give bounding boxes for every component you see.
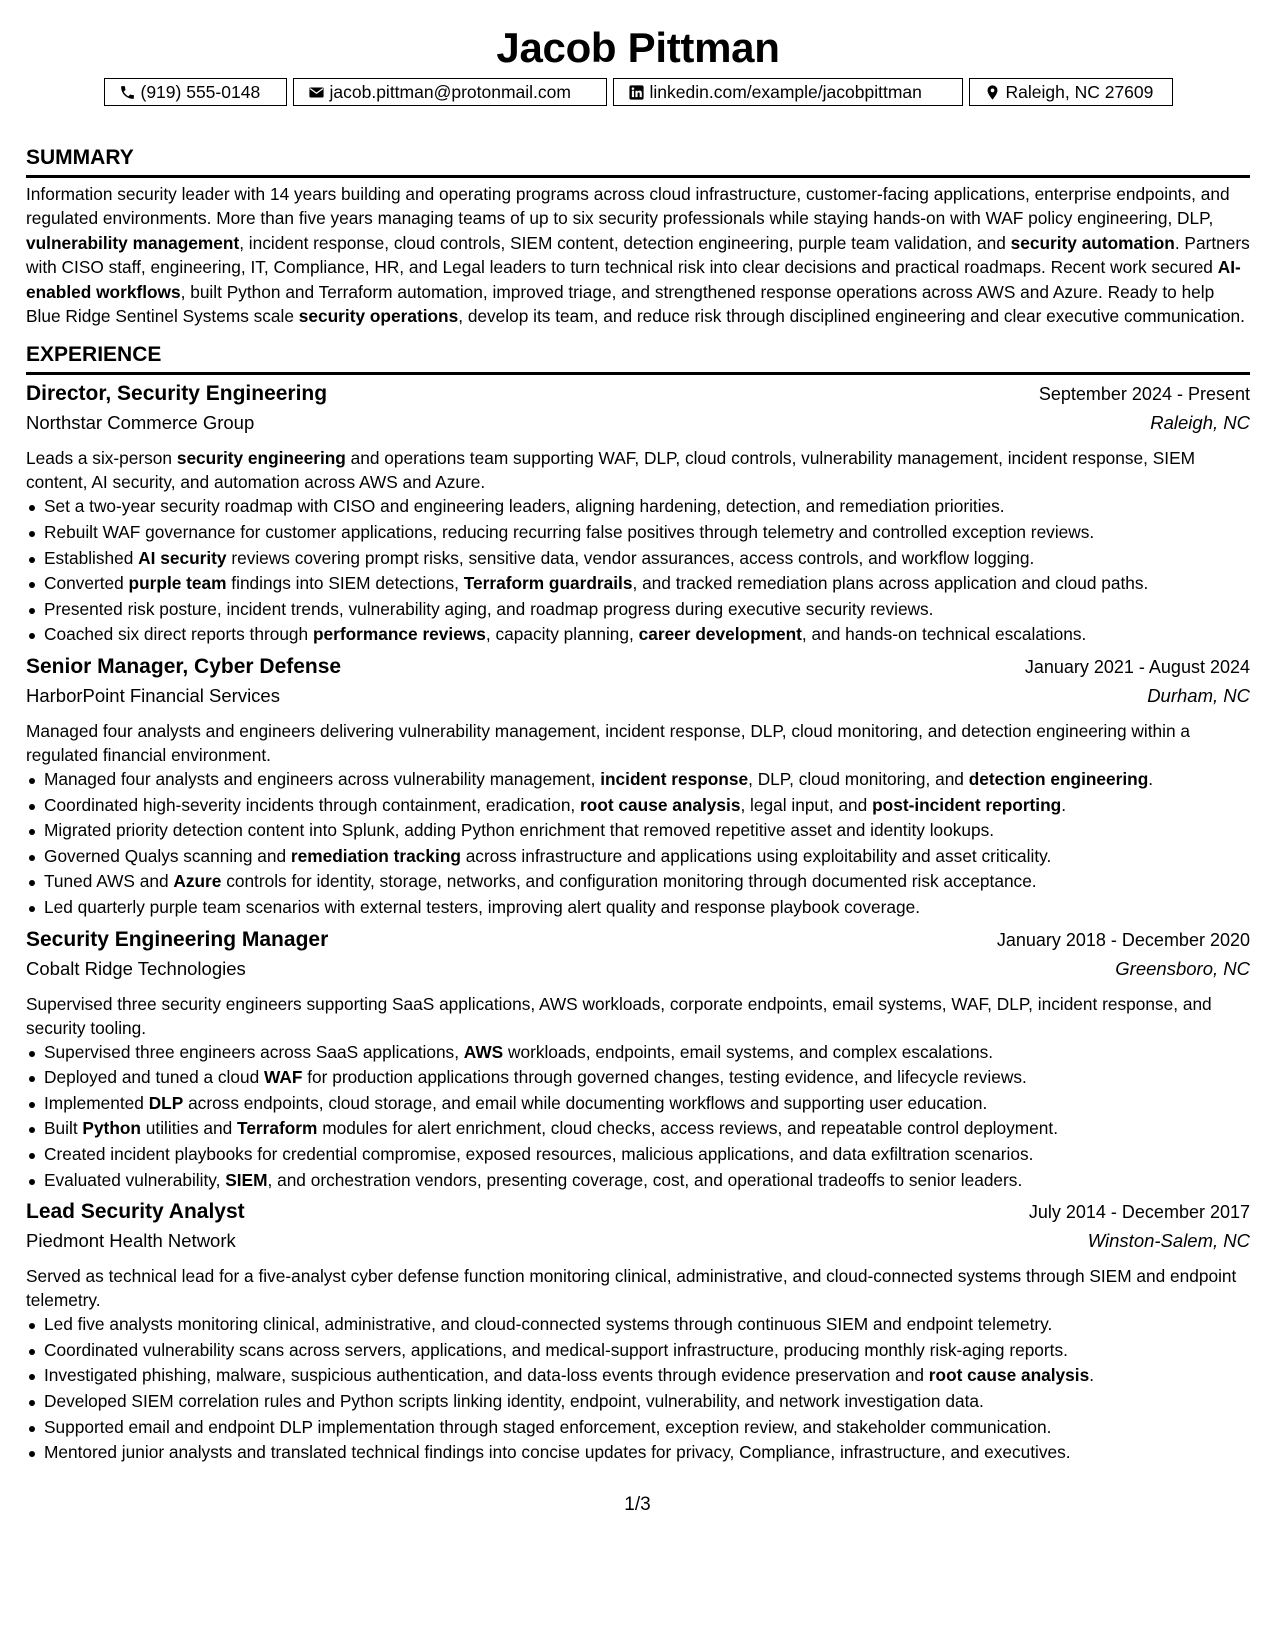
job-list xyxy=(26,382,1250,1465)
bullet-item: Created incident playbooks for credential compromise, exposed resources, malicious applications, and data exfiltration scenarios. xyxy=(26,1142,1250,1168)
experience-section xyxy=(26,341,1250,1465)
bold-keyword: security automation xyxy=(1010,232,1175,253)
contact-location-text: Raleigh, NC 27609 xyxy=(1005,82,1154,102)
bullet-item: Mentored junior analysts and translated technical findings into concise updates for privacy, Compliance, infrastructure, and executives. xyxy=(26,1440,1250,1466)
contact-email-text: jacob.pittman@protonmail.com xyxy=(329,82,571,102)
bullet-list xyxy=(26,767,1250,921)
bold-keyword: root cause analysis xyxy=(580,794,741,815)
bullet-item: Deployed and tuned a cloud WAF for production applications through governed changes, testing evidence, and lifecycle reviews. xyxy=(26,1065,1250,1091)
bold-keyword: performance reviews xyxy=(312,624,486,645)
job-location: Raleigh, NC xyxy=(1150,412,1250,434)
bold-keyword: vulnerability management xyxy=(26,232,240,253)
job-subheader xyxy=(26,412,1250,442)
job-entry xyxy=(26,382,1250,648)
contact-bar xyxy=(26,78,1250,106)
bullet-item: Supervised three engineers across SaaS applications, AWS workloads, endpoints, email systems, and complex escalations. xyxy=(26,1040,1250,1066)
bold-keyword: remediation tracking xyxy=(290,845,461,866)
bullet-list xyxy=(26,494,1250,648)
bold-keyword: detection engineering xyxy=(968,769,1149,789)
job-description: Served as technical lead for a five-analyst cyber defense function monitoring clinical, administrative, and cloud-connected systems through SIEM and endpoint telemetry. xyxy=(26,1266,1237,1311)
job-entry xyxy=(26,655,1250,921)
job-header xyxy=(26,382,1250,412)
bold-keyword: security engineering xyxy=(176,448,346,469)
bullet-item: Governed Qualys scanning and remediation tracking across infrastructure and applications using exploitability and asset criticality. xyxy=(26,844,1250,870)
bold-keyword: DLP xyxy=(148,1092,184,1113)
bold-keyword: purple team xyxy=(128,573,227,594)
job-title: Director, Security Engineering xyxy=(26,382,328,406)
linkedin-icon xyxy=(628,83,646,101)
job-description: Managed four analysts and engineers delivering vulnerability management, incident response, DLP, cloud monitoring, and detection engineering within a regulated financial environment. xyxy=(26,721,1191,765)
bold-keyword: AI-enabled workflows xyxy=(26,257,1241,302)
summary-section xyxy=(26,144,1250,328)
bold-keyword: incident response xyxy=(600,769,749,789)
bold-keyword: root cause analysis xyxy=(928,1365,1090,1386)
bullet-item: Managed four analysts and engineers across vulnerability management, incident response, DLP, cloud monitoring, and detection engineering. xyxy=(26,767,1250,793)
bold-keyword: Terraform xyxy=(237,1118,318,1139)
company-name: Cobalt Ridge Technologies xyxy=(26,957,246,979)
bullet-item: Led five analysts monitoring clinical, administrative, and cloud-connected systems through continuous SIEM and endpoint telemetry. xyxy=(26,1312,1250,1338)
job-subheader xyxy=(26,1230,1250,1260)
bullet-item: Led quarterly purple team scenarios with external testers, improving alert quality and response playbook coverage. xyxy=(26,895,1250,921)
bold-keyword: Azure xyxy=(173,871,222,892)
summary-text: Information security leader with 14 years building and operating programs across cloud infrastructure, customer-facing applications, enterprise endpoints, and regulated environments. More than five years managing teams of up to six security professionals while staying hands-on with WAF policy engineering, DLP, vulnerability management, incident response, cloud controls, SIEM content, detection engineering, purple team validation, and security automation. Partners with CISO staff, engineering, IT, Compliance, HR, and Legal leaders to turn technical risk into clear decisions and practical roadmaps. Recent work secured AI-enabled workflows, built Python and Terraform automation, improved triage, and strengthened response operations across AWS and Azure. Ready to help Blue Ridge Sentinel Systems scale security operations, develop its team, and reduce risk through disciplined engineering and clear executive communication. xyxy=(26,184,1250,327)
phone-icon xyxy=(119,83,137,101)
job-entry xyxy=(26,928,1250,1194)
job-description: Supervised three security engineers supporting SaaS applications, AWS workloads, corporate endpoints, email systems, WAF, DLP, incident response, and security tooling. xyxy=(26,993,1212,1038)
job-header xyxy=(26,655,1250,685)
contact-email[interactable] xyxy=(293,78,607,106)
bullet-list xyxy=(26,1312,1250,1466)
bullet-item: Established AI security reviews covering prompt risks, sensitive data, vendor assurances, access controls, and workflow logging. xyxy=(26,546,1250,572)
bullet-item: Tuned AWS and Azure controls for identity, storage, networks, and configuration monitoring through documented risk acceptance. xyxy=(26,869,1250,895)
job-dates: July 2014 - December 2017 xyxy=(1028,1202,1250,1223)
bullet-item: Set a two-year security roadmap with CISO and engineering leaders, aligning hardening, detection, and remediation priorities. xyxy=(26,494,1250,520)
bullet-item: Migrated priority detection content into Splunk, adding Python enrichment that removed repetitive asset and identity lookups. xyxy=(26,818,1250,844)
bullet-item: Supported email and endpoint DLP implementation through staged enforcement, exception review, and stakeholder communication. xyxy=(26,1415,1250,1441)
bold-keyword: career development xyxy=(638,624,802,645)
bullet-item: Converted purple team findings into SIEM detections, Terraform guardrails, and tracked remediation plans across application and cloud paths. xyxy=(26,571,1250,597)
bullet-list xyxy=(26,1040,1250,1194)
company-name: Piedmont Health Network xyxy=(26,1230,236,1252)
job-dates: September 2024 - Present xyxy=(1038,384,1250,405)
bullet-item: Evaluated vulnerability, SIEM, and orchestration vendors, presenting coverage, cost, and operational tradeoffs to senior leaders. xyxy=(26,1168,1250,1194)
job-header xyxy=(26,928,1250,958)
job-title: Senior Manager, Cyber Defense xyxy=(26,655,342,678)
company-name: HarborPoint Financial Services xyxy=(26,685,280,706)
bullet-item: Coordinated high-severity incidents through containment, eradication, root cause analysis, legal input, and post-incident reporting. xyxy=(26,793,1250,819)
bold-keyword: post-incident reporting xyxy=(872,794,1062,815)
job-location: Greensboro, NC xyxy=(1115,957,1250,979)
job-dates: January 2018 - December 2020 xyxy=(996,929,1250,950)
job-subheader xyxy=(26,958,1250,988)
bullet-item: Coordinated vulnerability scans across servers, applications, and medical-support infrastructure, producing monthly risk-aging reports. xyxy=(26,1338,1250,1364)
job-entry xyxy=(26,1200,1250,1466)
company-name: Northstar Commerce Group xyxy=(26,412,255,434)
bullet-item: Rebuilt WAF governance for customer applications, reducing recurring false positives through telemetry and controlled exception reviews. xyxy=(26,520,1250,546)
bold-keyword: SIEM xyxy=(225,1169,268,1190)
bold-keyword: WAF xyxy=(264,1067,303,1088)
section-title-summary: SUMMARY xyxy=(26,144,1250,178)
section-title-experience: EXPERIENCE xyxy=(26,341,1250,375)
contact-linkedin[interactable] xyxy=(613,78,963,106)
contact-phone-text: (919) 555-0148 xyxy=(140,82,261,102)
job-location: Winston-Salem, NC xyxy=(1087,1230,1250,1252)
bullet-item: Implemented DLP across endpoints, cloud storage, and email while documenting workflows and supporting user education. xyxy=(26,1091,1250,1117)
job-description: Leads a six-person security engineering and operations team supporting WAF, DLP, cloud controls, vulnerability management, incident response, SIEM content, AI security, and automation across AWS and Azure. xyxy=(26,448,1196,493)
job-title: Security Engineering Manager xyxy=(26,927,329,951)
contact-phone[interactable] xyxy=(104,78,287,106)
envelope-icon xyxy=(308,83,326,101)
bullet-item: Coached six direct reports through performance reviews, capacity planning, career development, and hands-on technical escalations. xyxy=(26,622,1250,648)
map-pin-icon xyxy=(984,83,1002,101)
job-location: Durham, NC xyxy=(1147,685,1250,706)
job-title: Lead Security Analyst xyxy=(26,1200,245,1224)
candidate-name: Jacob Pittman xyxy=(496,24,780,71)
contact-linkedin-text: linkedin.com/example/jacobpittman xyxy=(649,82,922,102)
bold-keyword: AWS xyxy=(463,1041,504,1062)
bold-keyword: security operations xyxy=(298,306,459,327)
bold-keyword: Terraform guardrails xyxy=(463,573,633,594)
bullet-item: Presented risk posture, incident trends, vulnerability aging, and roadmap progress during executive security reviews. xyxy=(26,597,1250,623)
job-subheader xyxy=(26,685,1250,715)
contact-location xyxy=(969,78,1173,106)
bold-keyword: AI security xyxy=(138,547,227,568)
bullet-item: Investigated phishing, malware, suspicious authentication, and data-loss events through evidence preservation and root cause analysis. xyxy=(26,1363,1250,1389)
page-number: 1/3 xyxy=(624,1494,651,1515)
job-dates: January 2021 - August 2024 xyxy=(1024,657,1250,677)
bullet-item: Built Python utilities and Terraform modules for alert enrichment, cloud checks, access reviews, and repeatable control deployment. xyxy=(26,1116,1250,1142)
resume-page xyxy=(26,0,1250,1466)
bold-keyword: Python xyxy=(82,1118,141,1139)
bullet-item: Developed SIEM correlation rules and Python scripts linking identity, endpoint, vulnerability, and network investigation data. xyxy=(26,1389,1250,1415)
job-header xyxy=(26,1200,1250,1230)
